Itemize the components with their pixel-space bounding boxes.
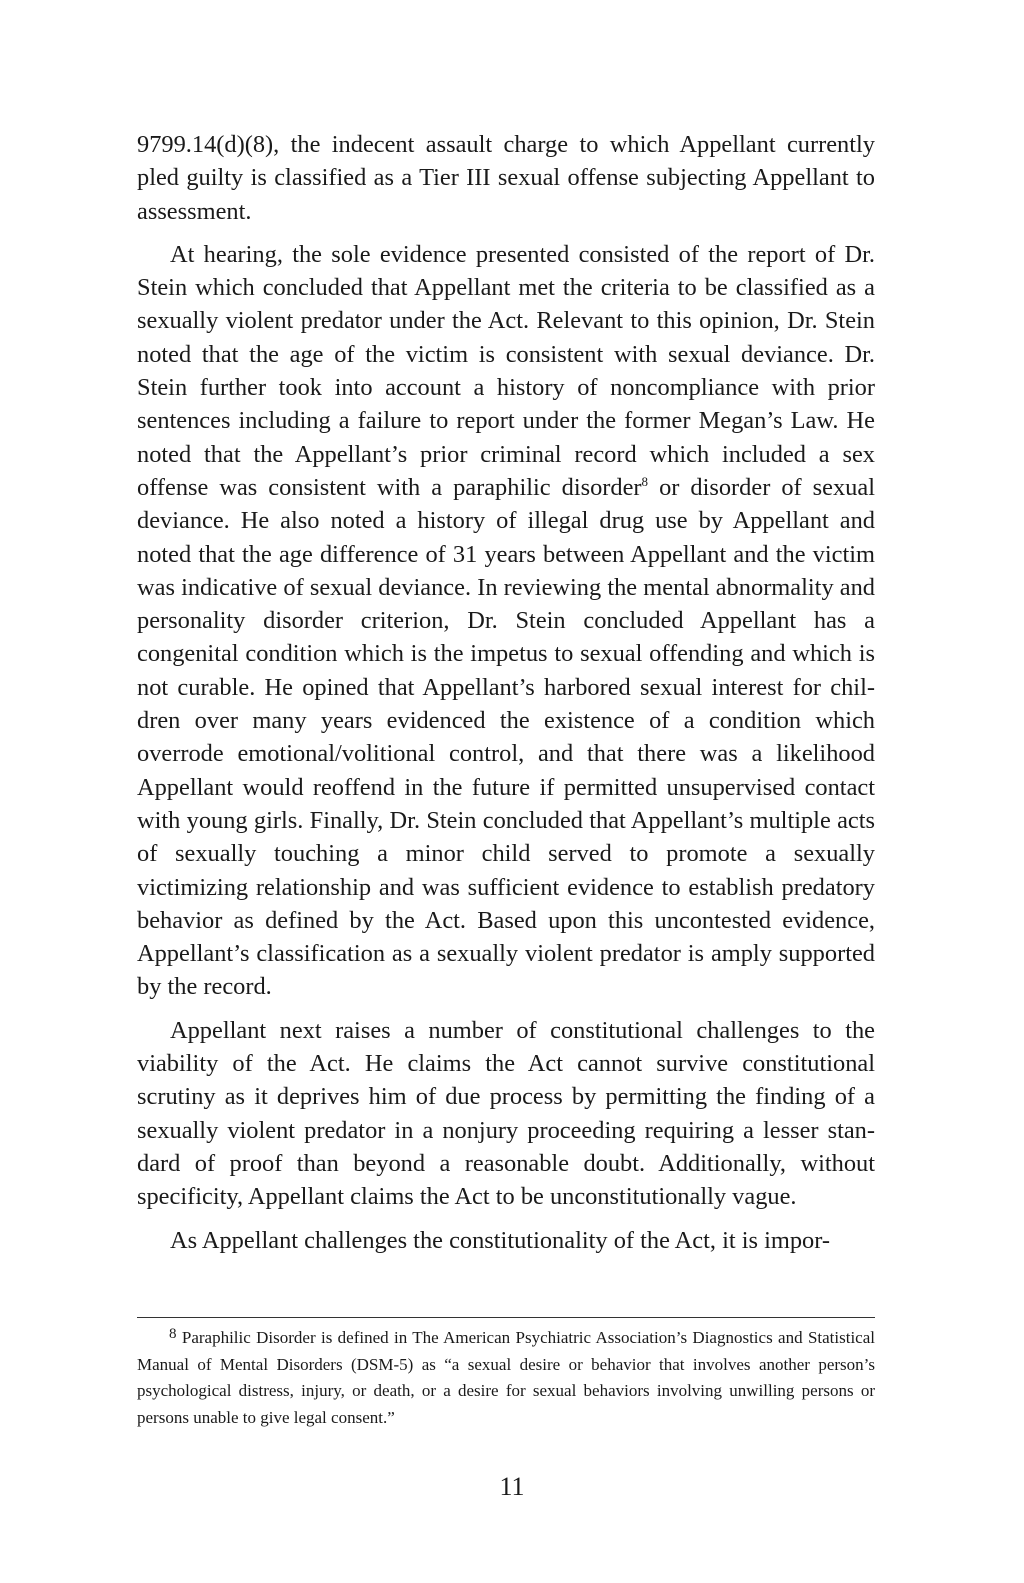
document-page	[137, 128, 875, 1267]
footnote-text: Paraphilic Disorder is defined in The American Psychiatric Association’s Diagnostics and Statistical Manual of Mental Disorders (DSM-5) as “a sexual desire or behavior that involves another person’s psychological distress, injury, or death, or a desire for sexual behaviors involving unwilling persons or persons unable to give legal consent.”	[137, 1328, 875, 1427]
paragraph-hearing-evidence	[137, 238, 875, 1004]
paragraph-constitutional-challenges: Appellant next raises a number of constitutional challenges to the viability of the Act. He claims the Act cannot survive constitutional scrutiny as it deprives him of due process by permitting the finding of a sexually violent predator in a nonjury proceeding requiring a lesser standard of proof than beyond a reasonable doubt. Additionally, without specificity, Appellant claims the Act to be unconstitutionally vague.	[137, 1016, 875, 1211]
footnote-divider	[137, 1317, 875, 1318]
page-number: 11	[499, 1472, 525, 1501]
footnote-marker: 8	[169, 1326, 177, 1342]
paragraph-constitutionality: As Appellant challenges the constitutionality of the Act, it is impor-	[170, 1226, 830, 1254]
footnotes	[137, 1325, 875, 1431]
footnote-reference-8[interactable]: 8	[641, 473, 649, 489]
paragraph-hearing-part-2: or disorder of sexual deviance. He also noted a history of illegal drug use by Appellant and noted that the age difference of 31 years between Appellant and the victim was indicative of sexual deviance. In reviewing the mental abnormality and personality disorder criterion, Dr. Stein concluded Appellant has a congenital condition which is the impetus to sexual offending and which is not curable. He opined that Appellant’s harbored sexual interest for children over many years evidenced the existence of a condition which overrode emotional/volitional control, and that there was a likelihood Appellant would reoffend in the future if permitted unsupervised contact with young girls. Finally, Dr. Stein concluded that Appellant’s multiple acts of sexually touching a minor child served to promote a sexually victimizing relationship and was sufficient evidence to establish predatory behavior as defined by the Act. Based upon this uncontested evidence, Appellant’s classification as a sexually violent predator is amply supported by the record.	[137, 473, 875, 1001]
paragraph-hearing-part-1: At hearing, the sole evidence presented consisted of the report of Dr. Stein which concluded that Appellant met the criteria to be classified as a sexually violent predator under the Act. Relevant to this opinion, Dr. Stein noted that the age of the victim is consistent with sexual deviance. Dr. Stein further took into account a history of noncompliance with prior sentences including a failure to report under the former Megan’s Law. He noted that the Appellant’s prior criminal record which included a sex offense was consistent with a paraphilic disorder	[137, 240, 875, 501]
footnote-8	[137, 1325, 875, 1431]
paragraph-continued: 9799.14(d)(8), the indecent assault charge to which Appellant currently pled guilty is classified as a Tier III sexual offense subjecting Appellant to assessment.	[137, 131, 875, 225]
main-text	[137, 128, 875, 1257]
